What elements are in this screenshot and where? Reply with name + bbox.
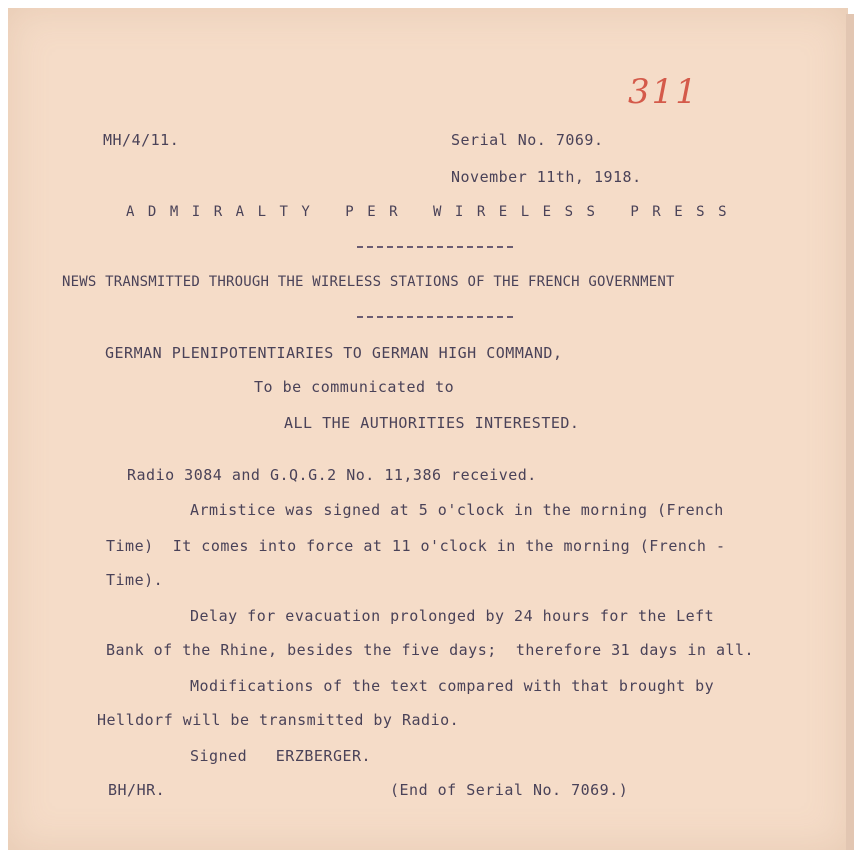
- body-line-8: Helldorf will be transmitted by Radio.: [97, 711, 460, 729]
- body-line-1: Radio 3084 and G.Q.G.2 No. 11,386 received.: [127, 466, 537, 484]
- subheading: NEWS TRANSMITTED THROUGH THE WIRELESS STATIONS OF THE FRENCH GOVERNMENT: [62, 274, 675, 290]
- page-edge: [846, 14, 854, 850]
- document-date: November 11th, 1918.: [451, 168, 642, 186]
- address-line-2: To be communicated to: [254, 378, 455, 396]
- subheading-divider: [357, 316, 513, 318]
- end-note: (End of Serial No. 7069.): [390, 781, 629, 799]
- typist-initials: BH/HR.: [108, 781, 166, 799]
- title-divider: [357, 246, 513, 248]
- body-line-6: Bank of the Rhine, besides the five days; therefore 31 days in all.: [106, 641, 755, 659]
- serial-number: Serial No. 7069.: [451, 131, 604, 149]
- address-line-3: ALL THE AUTHORITIES INTERESTED.: [284, 414, 580, 432]
- address-line-1: GERMAN PLENIPOTENTIARIES TO GERMAN HIGH COMMAND,: [105, 344, 563, 362]
- archive-number: 311: [628, 72, 699, 112]
- reference-code: MH/4/11.: [103, 131, 180, 149]
- signature-line: Signed ERZBERGER.: [190, 747, 372, 765]
- body-line-5: Delay for evacuation prolonged by 24 hours for the Left: [190, 607, 715, 625]
- body-line-3: Time) It comes into force at 11 o'clock in the morning (French -: [106, 537, 726, 555]
- body-line-4: Time).: [106, 571, 164, 589]
- body-line-7: Modifications of the text compared with that brought by: [190, 677, 715, 695]
- page-title: ADMIRALTY PER WIRELESS PRESS: [126, 204, 741, 220]
- body-line-2: Armistice was signed at 5 o'clock in the morning (French: [190, 501, 724, 519]
